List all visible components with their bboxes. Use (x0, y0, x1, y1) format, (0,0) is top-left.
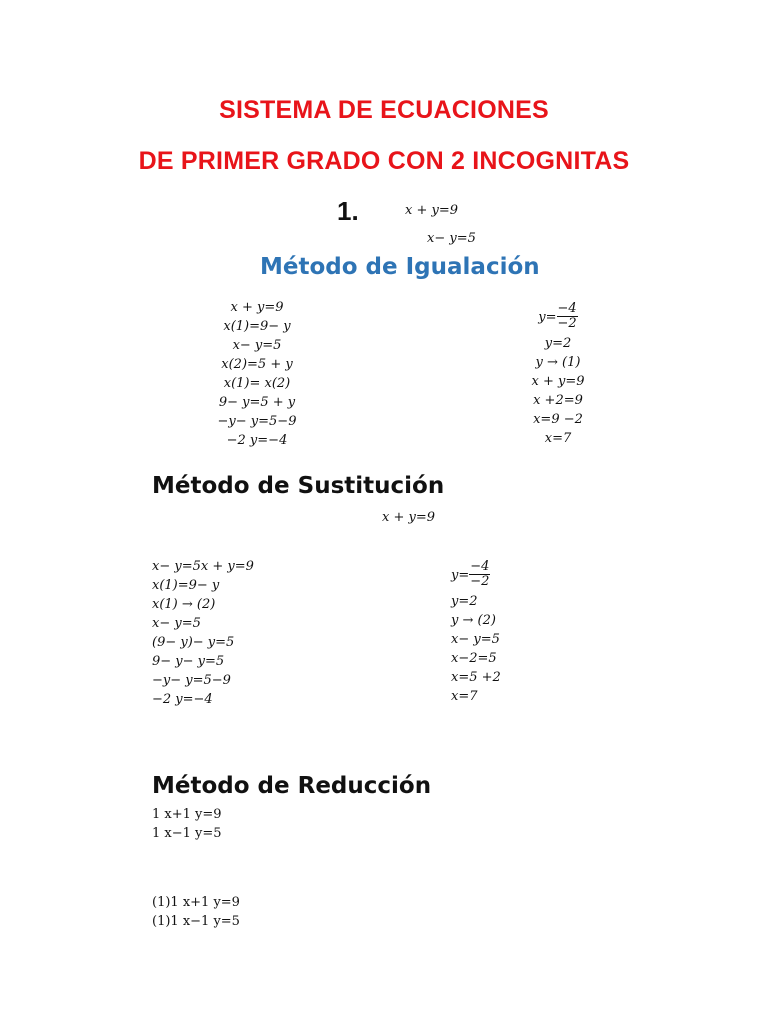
sustitucion-step: x− y=5 (451, 632, 500, 647)
sustitucion-top-equation: x + y=9 (382, 510, 435, 525)
igualacion-left-steps (196, 298, 318, 450)
system-equation-1: x + y=9 (405, 203, 458, 218)
igualacion-step: −2 y=−4 (226, 433, 288, 448)
sustitucion-step: x− y=5x + y=9 (152, 559, 254, 574)
igualacion-step: y → (1) (535, 355, 581, 370)
igualacion-step: x + y=9 (230, 300, 284, 315)
igualacion-step: x + y=9 (531, 374, 585, 389)
sustitucion-step: y → (2) (451, 613, 496, 628)
title-line-1: SISTEMA DE ECUACIONES (219, 96, 549, 124)
heading-reduccion: Método de Reducción (152, 773, 432, 799)
sustitucion-step: −y− y=5−9 (152, 673, 231, 688)
sustitucion-step: x=5 +2 (451, 670, 501, 685)
sustitucion-step: (9− y)− y=5 (152, 635, 235, 650)
sustitucion-step: 9− y− y=5 (152, 654, 225, 669)
sustitucion-fraction: y= $\frac{-4}{-2}$ (451, 559, 490, 589)
igualacion-right-steps (510, 298, 606, 448)
sustitucion-step: y=2 (451, 594, 478, 609)
sustitucion-step: x=7 (451, 689, 478, 704)
sustitucion-step: −2 y=−4 (152, 692, 213, 707)
sustitucion-left-steps (152, 557, 352, 709)
system-equation-2: x− y=5 (427, 231, 476, 246)
igualacion-step: x(2)=5 + y (221, 357, 293, 372)
sustitucion-step: x− y=5 (152, 616, 201, 631)
igualacion-step: 9− y=5 + y (218, 395, 296, 410)
igualacion-step: x +2=9 (533, 393, 583, 408)
reduccion-first-system (152, 805, 352, 843)
igualacion-step: x=7 (544, 431, 572, 446)
sustitucion-step: x(1) → (2) (152, 597, 216, 612)
igualacion-step: x(1)=9− y (223, 319, 291, 334)
sustitucion-step: x−2=5 (451, 651, 497, 666)
heading-igualacion: Método de Igualación (260, 254, 540, 280)
igualacion-step: −y− y=5−9 (217, 414, 297, 429)
sustitucion-step: x(1)=9− y (152, 578, 220, 593)
reduccion-equation: 1 x−1 y=5 (152, 826, 222, 841)
reduccion-equation: (1)1 x+1 y=9 (152, 895, 240, 910)
reduccion-equation: 1 x+1 y=9 (152, 807, 222, 822)
igualacion-step: x=9 −2 (533, 412, 583, 427)
igualacion-step: y=2 (544, 336, 572, 351)
igualacion-step: x(1)= x(2) (223, 376, 291, 391)
igualacion-step: x− y=5 (232, 338, 282, 353)
sustitucion-right-steps (451, 556, 571, 706)
igualacion-fraction: y= $\frac{-4}{-2}$ (538, 301, 577, 331)
problem-number: 1. (337, 196, 359, 226)
heading-sustitucion: Método de Sustitución (152, 473, 445, 499)
reduccion-equation: (1)1 x−1 y=5 (152, 914, 240, 929)
title-line-2: DE PRIMER GRADO CON 2 INCOGNITAS (138, 147, 630, 175)
reduccion-second-system (152, 893, 352, 931)
